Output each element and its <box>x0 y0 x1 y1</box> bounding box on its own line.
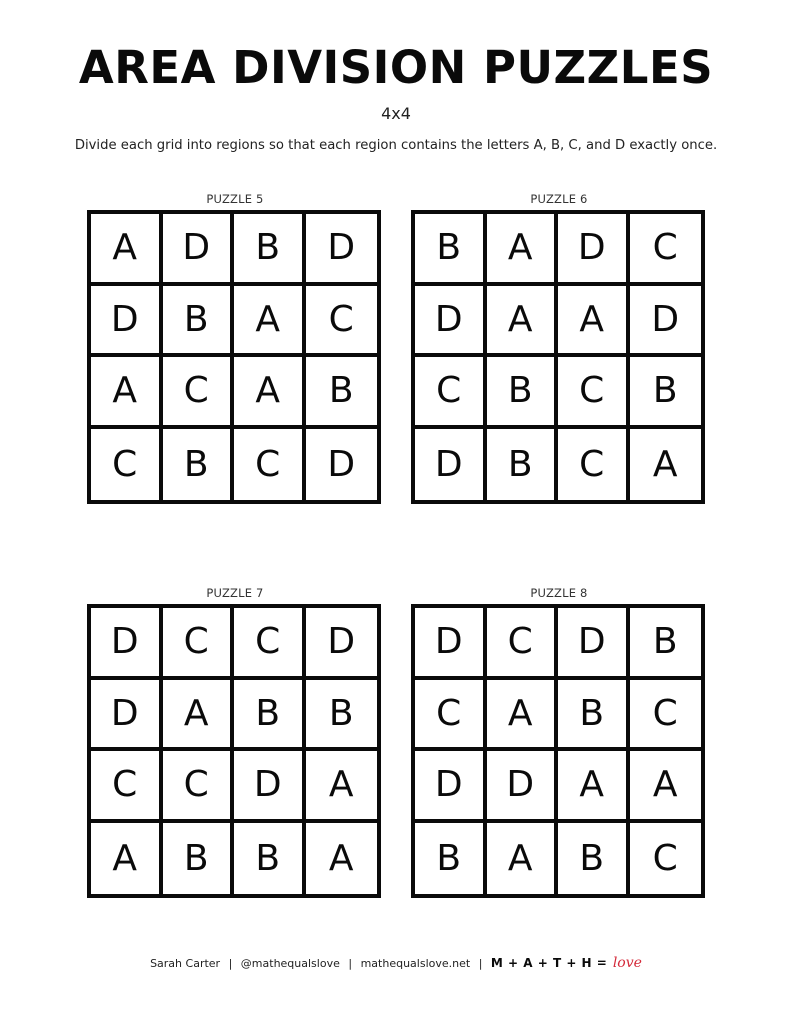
grid-cell[interactable]: A <box>91 823 163 895</box>
grid-cell[interactable]: A <box>487 214 559 286</box>
grid-cell[interactable]: B <box>415 214 487 286</box>
grid-cell[interactable]: C <box>558 357 630 429</box>
grid-cell[interactable]: C <box>234 608 306 680</box>
grid-cell[interactable]: D <box>415 751 487 823</box>
grid-cell[interactable]: B <box>558 680 630 752</box>
puzzle-grid <box>411 604 705 898</box>
grid-cell[interactable]: C <box>487 608 559 680</box>
grid-cell[interactable]: A <box>487 286 559 358</box>
grid-cell[interactable]: A <box>558 751 630 823</box>
grid-cell[interactable]: A <box>487 823 559 895</box>
footer-website[interactable]: mathequalslove.net <box>360 957 471 970</box>
grid-cell[interactable]: A <box>558 286 630 358</box>
grid-cell[interactable]: D <box>327 443 356 485</box>
puzzle-label: PUZZLE 7 <box>206 586 264 600</box>
page-title: AREA DIVISION PUZZLES <box>78 41 714 94</box>
puzzle-5 <box>87 192 383 504</box>
grid-cell[interactable]: D <box>163 214 235 286</box>
footer-separator: | <box>478 957 483 970</box>
puzzle-grid <box>411 210 705 504</box>
puzzle-grid <box>87 604 381 898</box>
puzzle-6 <box>411 192 707 504</box>
grid-cell[interactable]: B <box>306 680 378 752</box>
grid-cell[interactable]: B <box>234 680 306 752</box>
grid-cell[interactable]: B <box>163 286 235 358</box>
brand-love-script: love <box>612 955 642 971</box>
grid-cell[interactable]: A <box>234 286 306 358</box>
puzzle-7 <box>87 586 383 898</box>
grid-cell[interactable]: A <box>630 751 702 823</box>
footer <box>0 955 792 972</box>
grid-cell[interactable]: B <box>630 357 702 429</box>
grid-cell[interactable]: D <box>234 751 306 823</box>
grid-cell[interactable]: D <box>487 751 559 823</box>
grid-cell[interactable]: D <box>91 680 163 752</box>
grid-cell[interactable]: C <box>91 429 163 501</box>
grid-cell[interactable]: C <box>415 680 487 752</box>
grid-cell[interactable]: C <box>163 608 235 680</box>
grid-cell[interactable]: B <box>487 357 559 429</box>
puzzle-label: PUZZLE 5 <box>206 192 264 206</box>
grid-cell[interactable]: A <box>652 443 678 485</box>
grid-cell[interactable]: C <box>415 357 487 429</box>
grid-cell[interactable]: D <box>415 608 487 680</box>
grid-cell[interactable]: C <box>558 429 630 501</box>
puzzle-grid <box>87 210 381 504</box>
grid-cell[interactable]: D <box>306 608 378 680</box>
footer-author: Sarah Carter <box>150 957 221 970</box>
grid-cell[interactable]: D <box>415 429 487 501</box>
grid-cell[interactable]: C <box>652 837 678 879</box>
grid-cell[interactable]: D <box>558 608 630 680</box>
grid-cell[interactable]: B <box>487 429 559 501</box>
footer-handle[interactable]: @mathequalslove <box>240 957 340 970</box>
footer-separator: | <box>228 957 233 970</box>
grid-cell[interactable]: D <box>91 286 163 358</box>
grid-cell[interactable]: B <box>630 608 702 680</box>
grid-cell[interactable]: D <box>91 608 163 680</box>
grid-cell[interactable]: B <box>163 823 235 895</box>
grid-cell[interactable]: B <box>558 823 630 895</box>
puzzle-label: PUZZLE 6 <box>530 192 588 206</box>
grid-cell[interactable]: A <box>91 214 163 286</box>
grid-cell[interactable]: C <box>630 680 702 752</box>
grid-cell[interactable]: C <box>630 214 702 286</box>
grid-cell[interactable]: D <box>630 286 702 358</box>
grid-cell[interactable]: B <box>306 357 378 429</box>
page-subtitle: 4x4 <box>381 104 411 123</box>
grid-cell[interactable]: D <box>415 286 487 358</box>
grid-cell[interactable]: B <box>234 214 306 286</box>
grid-cell[interactable]: B <box>234 823 306 895</box>
footer-separator: | <box>348 957 353 970</box>
instructions-text: Divide each grid into regions so that each region contains the letters A, B, C, and D exactly once. <box>74 138 718 153</box>
grid-cell[interactable]: A <box>328 837 354 879</box>
grid-cell[interactable]: C <box>163 751 235 823</box>
grid-cell[interactable]: B <box>163 429 235 501</box>
grid-cell[interactable]: D <box>558 214 630 286</box>
grid-cell[interactable]: D <box>306 214 378 286</box>
grid-cell[interactable]: A <box>234 357 306 429</box>
grid-cell[interactable]: C <box>91 751 163 823</box>
grid-cell[interactable]: A <box>487 680 559 752</box>
grid-cell[interactable]: C <box>306 286 378 358</box>
grid-cell[interactable]: C <box>163 357 235 429</box>
grid-cell[interactable]: A <box>91 357 163 429</box>
grid-cell[interactable]: A <box>163 680 235 752</box>
grid-cell[interactable]: C <box>234 429 306 501</box>
grid-cell[interactable]: A <box>306 751 378 823</box>
puzzle-8 <box>411 586 707 898</box>
grid-cell[interactable]: B <box>415 823 487 895</box>
puzzle-label: PUZZLE 8 <box>530 586 588 600</box>
brand-logo-text: M + A + T + H = <box>490 956 608 970</box>
